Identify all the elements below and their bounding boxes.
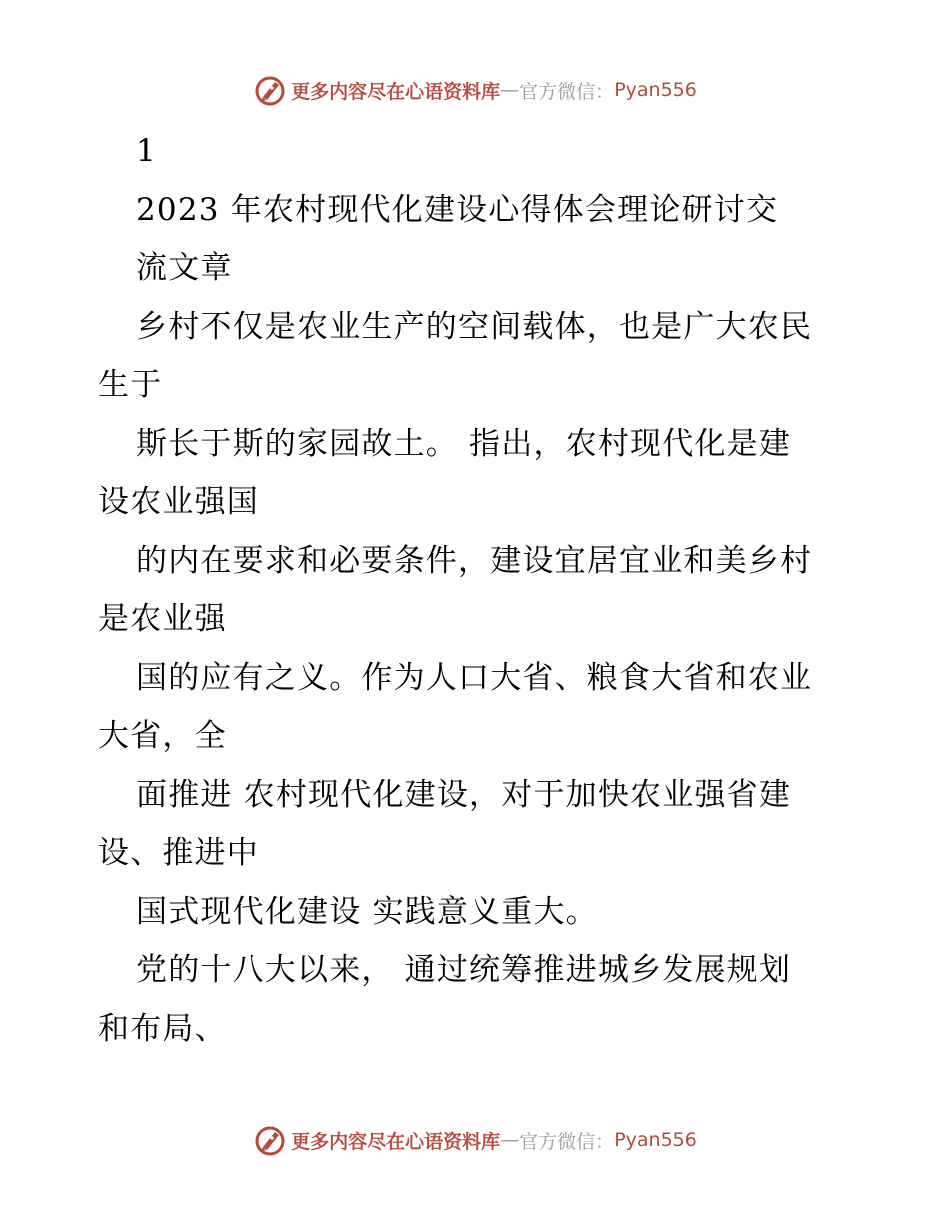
text-line: 大省，全: [98, 718, 227, 754]
text-line: 乡村不仅是农业生产的空间载体，也是广大农民: [136, 308, 813, 345]
text-line: 国的应有之义。作为人口大省、粮食大省和农业: [136, 659, 813, 696]
header-banner: [0, 70, 950, 110]
footer-banner: [0, 1120, 950, 1160]
banner-site-name: 更多内容尽在心语资料库: [291, 1130, 501, 1153]
text-line: 是农业强: [98, 601, 227, 637]
pen-nib-logo-icon: [253, 73, 287, 107]
text-line: 生于: [98, 367, 163, 403]
banner-official-label: 官方微信：: [519, 80, 615, 103]
banner-dash: —: [500, 79, 520, 101]
text-line: 2023 年农村现代化建设心得体会理论研讨交: [136, 191, 779, 228]
text-line: 设农业强国: [98, 484, 259, 520]
text-line: 国式现代化建设 实践意义重大。: [136, 893, 598, 930]
text-line: 设、推进中: [98, 835, 259, 871]
text-line: 面推进 农村现代化建设，对于加快农业强省建: [136, 776, 792, 813]
banner-site-name: 更多内容尽在心语资料库: [291, 80, 501, 103]
banner-official-label: 官方微信：: [519, 1130, 615, 1153]
document-body: [98, 122, 878, 1058]
text-line: 斯长于斯的家园故土。 指出，农村现代化是建: [136, 425, 792, 462]
text-line: 1: [136, 133, 157, 169]
banner-dash: —: [500, 1129, 520, 1151]
pen-nib-logo-icon: [253, 1123, 287, 1157]
text-line: 党的十八大以来， 通过统筹推进城乡发展规划: [136, 952, 792, 988]
text-line: 的内在要求和必要条件，建设宜居宜业和美乡村: [136, 542, 813, 579]
banner-wechat-id: Pyan556: [614, 1129, 697, 1151]
banner-wechat-id: Pyan556: [614, 79, 697, 101]
text-line: 流文章: [136, 250, 233, 286]
text-line: 和布局、: [98, 1010, 227, 1047]
